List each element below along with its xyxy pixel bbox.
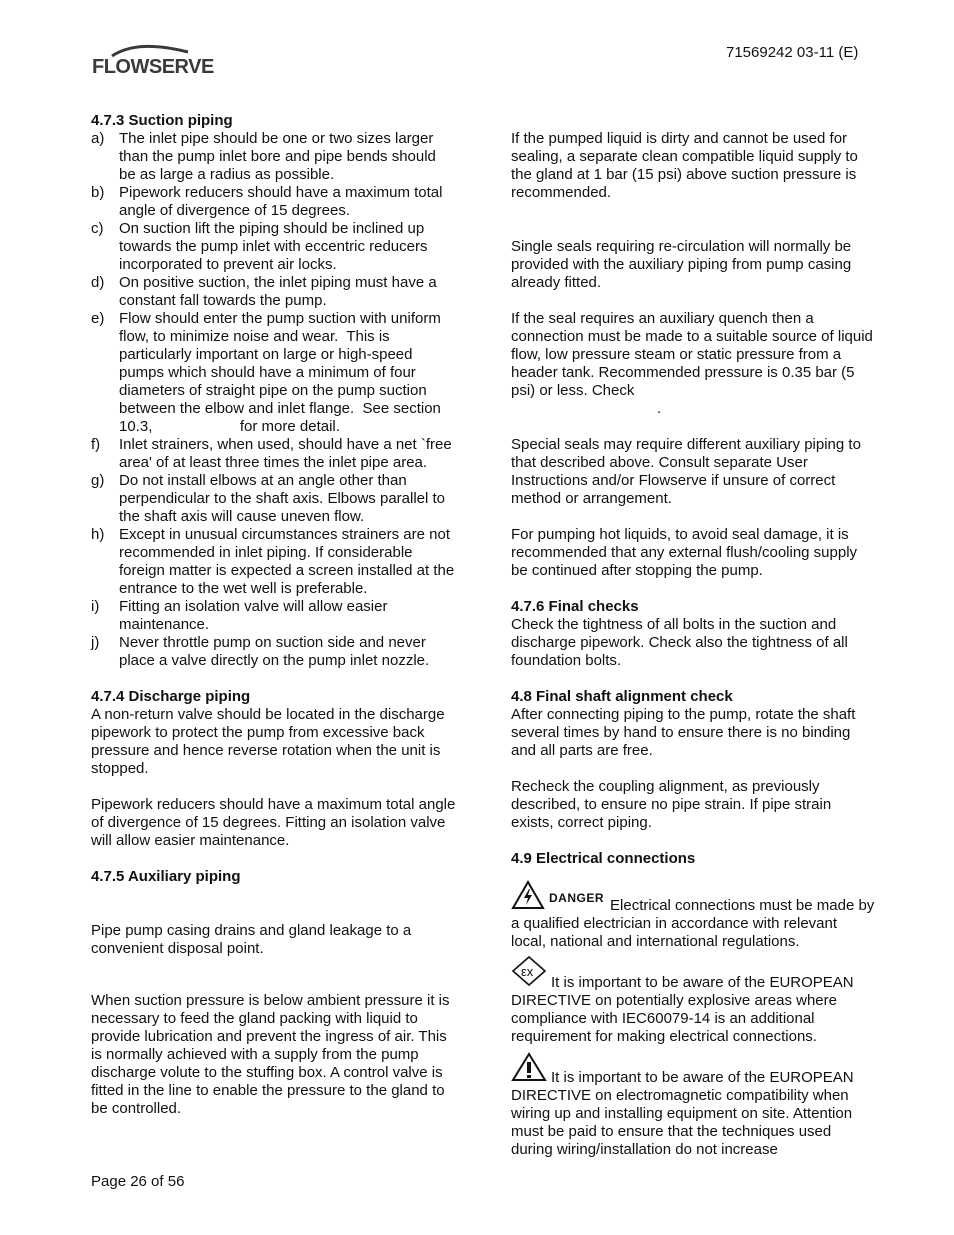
right-column bbox=[511, 130, 876, 1159]
danger-paragraph bbox=[511, 880, 876, 951]
list-item bbox=[91, 274, 456, 310]
list-item-label: b) bbox=[91, 184, 105, 201]
list-item-label: e) bbox=[91, 310, 105, 327]
caution-text: It is important to be aware of the EUROPEAN DIRECTIVE on electromagnetic compatibility when wiring up and installing equipment on site. Attention must be paid to ensure that the techniques used during wiring/installation do not increase bbox=[511, 1069, 854, 1158]
logo-wordmark: FLOWSERVE bbox=[92, 56, 214, 78]
list-item-text: The inlet pipe should be one or two sizes larger than the pump inlet bore and pipe bends should be as large a radius as possible. bbox=[119, 130, 436, 183]
list-item bbox=[91, 184, 456, 220]
electrical-hazard-icon bbox=[511, 880, 545, 910]
list-item-text: On positive suction, the inlet piping must have a constant fall towards the pump. bbox=[119, 274, 437, 309]
list-item-label: g) bbox=[91, 472, 105, 489]
section-title-auxiliary-piping: 4.7.5 Auxiliary piping bbox=[91, 868, 241, 885]
section-title-final-checks: 4.7.6 Final checks bbox=[511, 598, 639, 615]
ex-explosive-atmosphere-icon bbox=[511, 955, 547, 987]
paragraph: Check the tightness of all bolts in the suction and discharge pipework. Check also the tightness of all foundation bolts. bbox=[511, 616, 848, 669]
section-title-final-shaft-alignment: 4.8 Final shaft alignment check bbox=[511, 688, 733, 705]
list-item bbox=[91, 634, 456, 670]
paragraph: When suction pressure is below ambient pressure it is necessary to feed the gland packing with liquid to provide lubrication and prevent the ingress of air. This is normally achieved with a supply from the pump discharge volute to the stuffing box. A control valve is fitted in the line to enable the pressure to the gland to be controlled. bbox=[91, 992, 450, 1117]
paragraph: After connecting piping to the pump, rotate the shaft several times by hand to ensure there is no binding and all parts are free. bbox=[511, 706, 856, 759]
paragraph: If the seal requires an auxiliary quench then a connection must be made to a suitable source of liquid flow, low pressure steam or static pressure from a header tank. Recommended pressure is 0.35 bar (5 psi) or less. Check bbox=[511, 310, 873, 399]
paragraph: Pipework reducers should have a maximum total angle of divergence of 15 degrees. Fitting an isolation valve will allow easier maintenance. bbox=[91, 796, 456, 849]
list-item-label: j) bbox=[91, 634, 100, 651]
list-item-label: a) bbox=[91, 130, 105, 147]
list-item-label: h) bbox=[91, 526, 105, 543]
paragraph-tail bbox=[511, 400, 876, 418]
ex-paragraph bbox=[511, 955, 876, 1046]
svg-text:εx: εx bbox=[521, 964, 534, 979]
list-item-text: Inlet strainers, when used, should have a net `free area' of at least three times the inlet pipe area. bbox=[119, 436, 452, 471]
caution-paragraph bbox=[511, 1052, 876, 1159]
list-item bbox=[91, 220, 456, 274]
list-item-text: On suction lift the piping should be inclined up towards the pump inlet with eccentric reducers incorporated to prevent air locks. bbox=[119, 220, 428, 273]
list-item-label: d) bbox=[91, 274, 105, 291]
document-number: 71569242 03-11 (E) bbox=[726, 44, 859, 61]
list-item-text: Fitting an isolation valve will allow easier maintenance. bbox=[119, 598, 388, 633]
paragraph: Single seals requiring re-circulation will normally be provided with the auxiliary piping from pump casing already fitted. bbox=[511, 238, 852, 291]
page-number: Page 26 of 56 bbox=[91, 1173, 185, 1190]
list-item-text: Flow should enter the pump suction with uniform flow, to minimize noise and wear. This is particularly important on large or high-speed pumps which should have a minimum of four diameters of straight pipe on the pump suction between the elbow and inlet flange. See section 10.3, for more detail. bbox=[119, 310, 446, 435]
list-item-text: Pipework reducers should have a maximum total angle of divergence of 15 degrees. bbox=[119, 184, 443, 219]
paragraph: For pumping hot liquids, to avoid seal damage, it is recommended that any external flush/cooling supply be continued after stopping the pump. bbox=[511, 526, 858, 579]
list-item bbox=[91, 472, 456, 526]
list-item-text: Do not install elbows at an angle other than perpendicular to the shaft axis. Elbows parallel to the shaft axis will cause uneven flow. bbox=[119, 472, 446, 525]
list-item-text: Never throttle pump on suction side and never place a valve directly on the pump inlet nozzle. bbox=[119, 634, 430, 669]
paragraph: Recheck the coupling alignment, as previously described, to ensure no pipe strain. If pipe strain exists, correct piping. bbox=[511, 778, 832, 831]
left-column bbox=[91, 112, 456, 1118]
paragraph-tail-text: . bbox=[657, 400, 662, 417]
ex-text: It is important to be aware of the EUROPEAN DIRECTIVE on potentially explosive areas where compliance with IEC60079-14 is an additional requirement for making electrical connections. bbox=[511, 974, 854, 1045]
warning-exclamation-icon bbox=[511, 1052, 547, 1082]
list-item-label: c) bbox=[91, 220, 104, 237]
list-item-text: Except in unusual circumstances strainers are not recommended in inlet piping. If considerable foreign matter is expected a screen installed at the entrance to the wet well is preferable. bbox=[119, 526, 455, 597]
danger-text: Electrical connections must be made by a qualified electrician in accordance with relevant local, national and international regulations. bbox=[511, 897, 875, 950]
section-title-discharge-piping: 4.7.4 Discharge piping bbox=[91, 688, 251, 705]
paragraph: If the pumped liquid is dirty and cannot be used for sealing, a separate clean compatible liquid supply to the gland at 1 bar (15 psi) above suction pressure is recommended. bbox=[511, 130, 858, 201]
flowserve-logo bbox=[90, 44, 214, 84]
list-item bbox=[91, 526, 456, 598]
list-item bbox=[91, 436, 456, 472]
list-item-label: f) bbox=[91, 436, 101, 453]
paragraph: Special seals may require different auxiliary piping to that described above. Consult separate User Instructions and/or Flowserve if unsure of correct method or arrangement. bbox=[511, 436, 861, 507]
list-item-label: i) bbox=[91, 598, 100, 615]
danger-label: DANGER bbox=[549, 891, 605, 905]
suction-piping-list bbox=[91, 130, 456, 670]
section-title-electrical-connections: 4.9 Electrical connections bbox=[511, 850, 696, 867]
paragraph: A non-return valve should be located in the discharge pipework to protect the pump from excessive back pressure and hence reverse rotation when the unit is stopped. bbox=[91, 706, 445, 777]
list-item bbox=[91, 598, 456, 634]
paragraph: Pipe pump casing drains and gland leakage to a convenient disposal point. bbox=[91, 922, 412, 957]
section-title-suction-piping: 4.7.3 Suction piping bbox=[91, 112, 233, 129]
list-item bbox=[91, 310, 456, 436]
list-item bbox=[91, 130, 456, 184]
